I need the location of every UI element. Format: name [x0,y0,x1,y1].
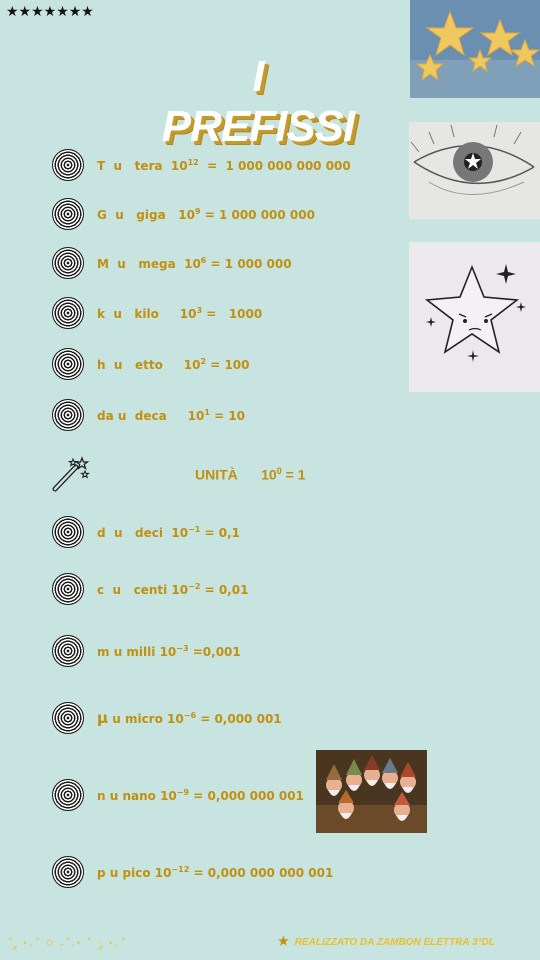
prefix-row-deca [52,398,245,432]
eye-sketch-image [409,122,540,219]
star-icon: ★ [278,934,289,948]
seven-dwarfs-image [316,750,427,833]
prefix-text: m u milli $10^{-3} =0,001$ [97,643,241,659]
prefix-text: G u giga $10^9 = 1$ 000 000 000 [97,206,315,222]
target-icon [52,149,84,181]
footer-credit: ★ REALIZZATO DA ZAMBON ELETTRA 3°DL [278,934,495,948]
target-icon [52,779,84,811]
target-icon [52,348,84,380]
stars-painting-image [410,0,540,98]
prefix-text: h u etto $10^2 = 100$ [97,356,250,372]
prefix-row-etto [52,347,250,381]
target-icon [52,573,84,605]
prefix-row-giga [52,197,315,231]
unit-text: UNITÀ $10^0 = 1$ [195,466,306,483]
prefix-row-mega [52,246,292,280]
target-icon [52,516,84,548]
star-doodle-image [409,242,540,392]
footer-decoration: ˚ ༘ ⋆｡˚ ✩ ₊˚.⋆ ˚ ༘ ⋆｡˚ [8,938,127,949]
prefix-text: n u nano $10^{-9} = 0,000$ 000 001 [97,787,304,803]
prefix-text: da u deca $10^1 = 10$ [97,407,246,423]
prefix-text: μ u micro $10^{-6} = 0,000$ 001 [97,709,282,727]
prefix-text: c u centi $10^{-2} = 0,01$ [97,581,249,597]
prefix-text: k u kilo $10^3 = 1000$ [97,305,263,321]
target-icon [52,297,84,329]
prefix-row-tera [52,148,351,182]
prefix-row-nano [52,778,304,812]
target-icon [52,198,84,230]
prefix-row-kilo [52,296,262,330]
target-icon [52,856,84,888]
prefix-text: T u tera $10^{12} = 1$ 000 000 000 000 [97,157,351,173]
unit-row [52,456,352,492]
prefix-row-milli [52,634,241,668]
prefix-text: M u mega $10^6 = 1$ 000 000 [97,255,292,271]
prefix-text: p u pico $10^{-12} = 0,000$ 000 000 001 [97,864,334,880]
target-icon [52,247,84,279]
target-icon [52,702,84,734]
prefix-text: d u deci $10^{-1} = 0,1$ [97,524,241,540]
target-icon [52,399,84,431]
prefix-row-centi [52,572,248,606]
magic-wand-icon [52,456,90,492]
target-icon [52,635,84,667]
prefix-row-micro [52,701,282,735]
prefix-row-pico [52,855,333,889]
prefix-row-deci [52,515,240,549]
star-rating-decoration: ★★★★★★★ [6,4,94,20]
page-title: I PREFISSI [161,52,355,151]
